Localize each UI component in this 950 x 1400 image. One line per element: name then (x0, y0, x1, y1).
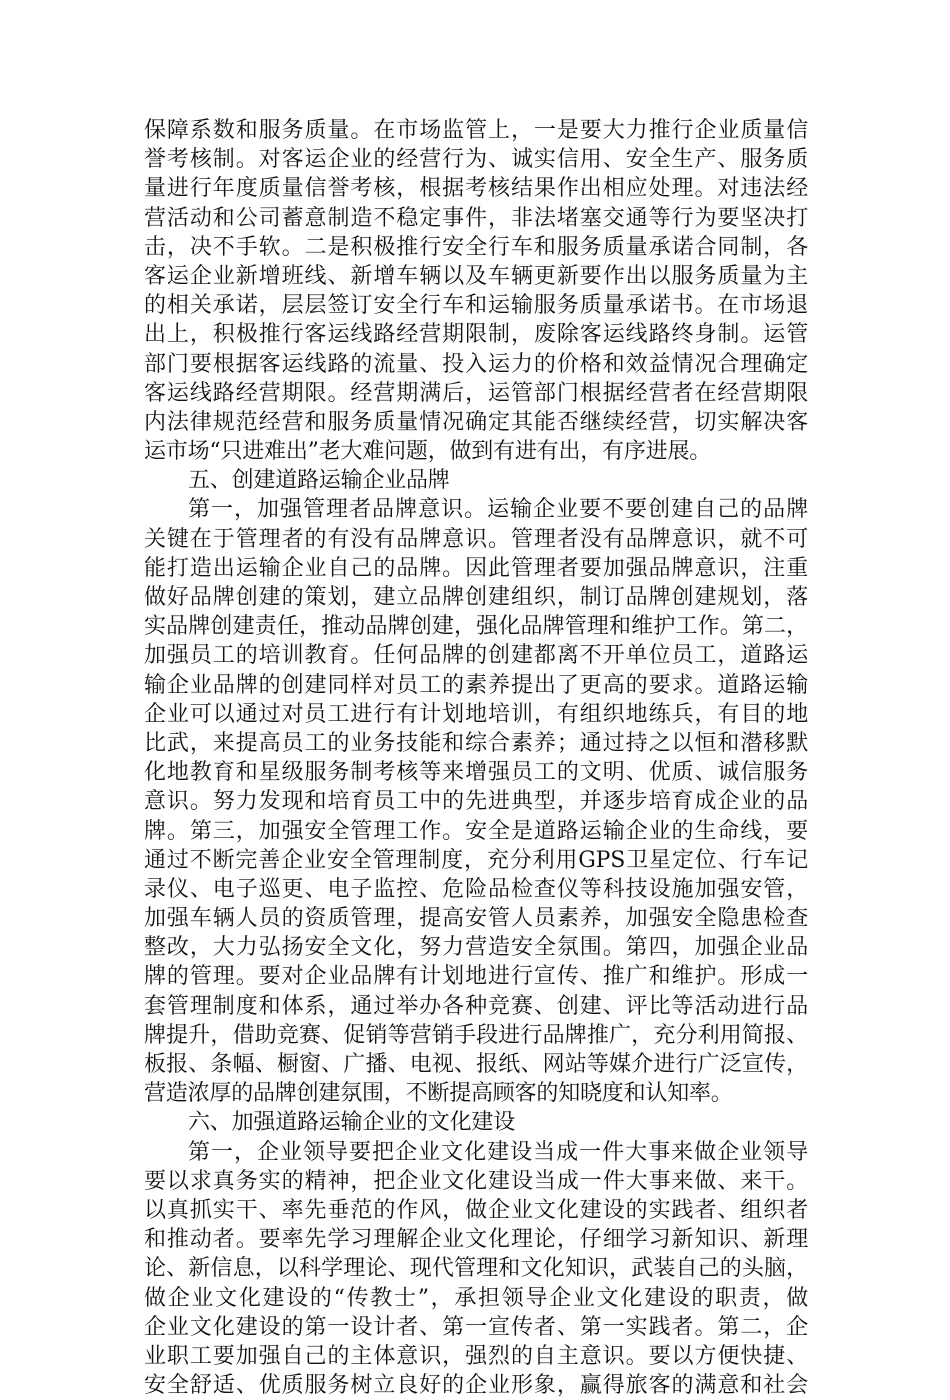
text-line: 内法律规范经营和服务质量情况确定其能否继续经营，切实解决客 (144, 409, 808, 435)
text-line: 加强车辆人员的资质管理，提高安管人员素养，加强安全隐患检查 (144, 906, 808, 932)
text-line: 板报、条幅、橱窗、广播、电视、报纸、网站等媒介进行广泛宣传， (144, 1052, 808, 1077)
text-line: 出上，积极推行客运线路经营期限制，废除客运线路终身制。运管 (144, 322, 808, 348)
text-line: 运市场“只进难出”老大难问题，做到有进有出，有序进展。 (144, 439, 712, 465)
text-line: 化地教育和星级服务制考核等来增强员工的文明、优质、诚信服务 (144, 760, 808, 786)
text-line: 实品牌创建责任，推动品牌创建，强化品牌管理和维护工作。第二， (144, 614, 808, 640)
text-line: 安全舒适、优质服务树立良好的企业形象，赢得旅客的满意和社会 (144, 1373, 808, 1399)
text-line: 业职工要加强自己的主体意识，强烈的自主意识。要以方便快捷、 (144, 1343, 808, 1369)
text-line: 企业文化建设的第一设计者、第一宣传者、第一实践者。第二，企 (144, 1314, 808, 1340)
text-line: 营造浓厚的品牌创建氛围，不断提高顾客的知晓度和认知率。 (144, 1081, 733, 1107)
text-line: 通过不断完善企业安全管理制度，充分利用GPS卫星定位、行车记 (144, 847, 808, 873)
text-line: 的相关承诺，层层签订安全行车和运输服务质量承诺书。在市场退 (144, 293, 808, 319)
text-line: 牌提升，借助竞赛、促销等营销手段进行品牌推广，充分利用简报、 (144, 1022, 808, 1048)
section-heading: 五、创建道路运输企业品牌 (188, 468, 450, 494)
text-line: 保障系数和服务质量。在市场监管上，一是要大力推行企业质量信 (144, 118, 808, 143)
text-line: 击，决不手软。二是积极推行安全行车和服务质量承诺合同制，各 (144, 234, 808, 260)
text-line: 论、新信息，以科学理论、现代管理和文化知识，武装自己的头脑， (144, 1256, 808, 1282)
text-line: 要以求真务实的精神，把企业文化建设当成一件大事来做、来干。 (144, 1168, 808, 1194)
text-line: 牌的管理。要对企业品牌有计划地进行宣传、推广和维护。形成一 (144, 964, 808, 990)
text-line: 牌。第三，加强安全管理工作。安全是道路运输企业的生命线，要 (144, 818, 808, 844)
text-line: 套管理制度和体系，通过举办各种竞赛、创建、评比等活动进行品 (144, 993, 808, 1019)
text-line: 录仪、电子巡更、电子监控、危险品检查仪等科技设施加强安管， (144, 876, 808, 902)
section-heading: 六、加强道路运输企业的文化建设 (188, 1110, 516, 1136)
text-line: 做企业文化建设的“传教士”，承担领导企业文化建设的职责，做 (144, 1285, 808, 1311)
text-line: 做好品牌创建的策划，建立品牌创建组织，制订品牌创建规划，落 (144, 585, 808, 610)
text-line: 和推动者。要率先学习理解企业文化理论，仔细学习新知识、新理 (144, 1227, 808, 1253)
text-line: 加强员工的培训教育。任何品牌的创建都离不开单位员工，道路运 (144, 643, 808, 669)
text-line: 意识。努力发现和培育员工中的先进典型，并逐步培育成企业的品 (144, 789, 808, 815)
text-line: 比武，来提高员工的业务技能和综合素养；通过持之以恒和潜移默 (144, 730, 808, 756)
text-line: 能打造出运输企业自己的品牌。因此管理者要加强品牌意识，注重 (144, 555, 808, 581)
text-line: 第一，加强管理者品牌意识。运输企业要不要创建自己的品牌 (188, 497, 808, 523)
document-body (144, 116, 808, 1400)
text-line: 量进行年度质量信誉考核，根据考核结果作出相应处理。对违法经 (144, 176, 808, 202)
text-line: 誉考核制。对客运企业的经营行为、诚实信用、安全生产、服务质 (144, 147, 808, 173)
text-line: 客运企业新增班线、新增车辆以及车辆更新要作出以服务质量为主 (144, 263, 808, 289)
text-line: 企业可以通过对员工进行有计划地培训，有组织地练兵，有目的地 (144, 701, 808, 727)
text-line: 第一，企业领导要把企业文化建设当成一件大事来做企业领导 (188, 1139, 808, 1165)
text-line: 营活动和公司蓄意制造不稳定事件，非法堵塞交通等行为要坚决打 (144, 205, 808, 231)
text-line: 输企业品牌的创建同样对员工的素养提出了更高的要求。道路运输 (144, 672, 808, 698)
text-line: 整改，大力弘扬安全文化，努力营造安全氛围。第四，加强企业品 (144, 935, 808, 961)
text-line: 关键在于管理者的有没有品牌意识。管理者没有品牌意识，就不可 (144, 526, 808, 552)
text-line: 部门要根据客运线路的流量、投入运力的价格和效益情况合理确定 (144, 351, 808, 377)
text-line: 客运线路经营期限。经营期满后，运管部门根据经营者在经营期限 (144, 380, 808, 406)
text-line: 以真抓实干、率先垂范的作风，做企业文化建设的实践者、组织者 (144, 1197, 808, 1223)
